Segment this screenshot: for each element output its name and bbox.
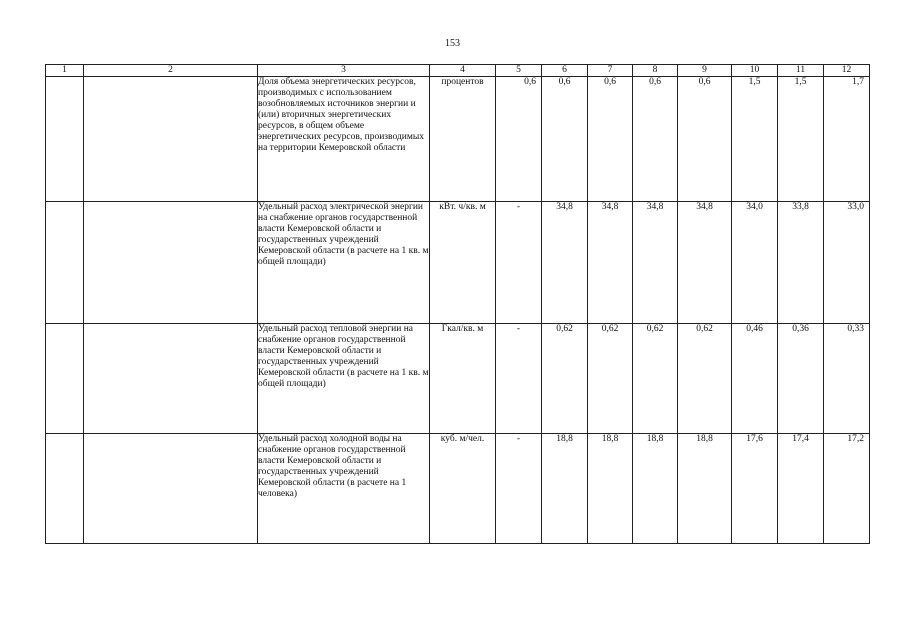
value-cell: 18,8: [678, 434, 732, 544]
value-cell: -: [496, 434, 542, 544]
table-row: [46, 77, 870, 202]
value-cell: 0,6: [496, 77, 542, 202]
indicators-table: [45, 64, 870, 544]
value-cell: -: [496, 324, 542, 434]
value-cell: 1,5: [778, 77, 824, 202]
value-cell: 17,6: [732, 434, 778, 544]
column-header: 1: [46, 65, 84, 77]
value-cell: 0,46: [732, 324, 778, 434]
page-number: 153: [445, 38, 460, 49]
value-cell: 18,8: [588, 434, 633, 544]
program-cell: [84, 434, 258, 544]
value-cell: 0,6: [542, 77, 588, 202]
value-cell: 1,5: [732, 77, 778, 202]
table-row: [46, 202, 870, 324]
indicator-cell: Удельный расход тепловой энергии на снабжение органов государственной власти Кемеровской области и государственных учреждений Кемеровской области (в расчете на 1 кв. м общей площади): [258, 324, 430, 434]
unit-cell: Гкал/кв. м: [430, 324, 496, 434]
value-cell: 1,7: [824, 77, 870, 202]
value-cell: 33,0: [824, 202, 870, 324]
value-cell: 34,8: [542, 202, 588, 324]
column-header: 8: [633, 65, 678, 77]
value-cell: 0,62: [678, 324, 732, 434]
table-row: [46, 324, 870, 434]
column-number-row: [46, 65, 870, 77]
program-cell: [84, 324, 258, 434]
column-header: 12: [824, 65, 870, 77]
unit-cell: процентов: [430, 77, 496, 202]
column-header: 10: [732, 65, 778, 77]
value-cell: 17,4: [778, 434, 824, 544]
value-cell: -: [496, 202, 542, 324]
value-cell: 17,2: [824, 434, 870, 544]
column-header: 9: [678, 65, 732, 77]
value-cell: 34,8: [588, 202, 633, 324]
indicator-cell: Удельный расход электрической энергии на снабжение органов государственной власти Кемеровской области и государственных учреждений Кемеровской области (в расчете на 1 кв. м общей площади): [258, 202, 430, 324]
column-header: 5: [496, 65, 542, 77]
column-header: 7: [588, 65, 633, 77]
unit-cell: кВт. ч/кв. м: [430, 202, 496, 324]
value-cell: 0,62: [542, 324, 588, 434]
unit-cell: куб. м/чел.: [430, 434, 496, 544]
column-header: 6: [542, 65, 588, 77]
program-cell: [84, 202, 258, 324]
column-header: 11: [778, 65, 824, 77]
column-header: 4: [430, 65, 496, 77]
value-cell: 34,0: [732, 202, 778, 324]
value-cell: 34,8: [678, 202, 732, 324]
value-cell: 33,8: [778, 202, 824, 324]
row-number-cell: [46, 77, 84, 202]
program-cell: [84, 77, 258, 202]
column-header: 2: [84, 65, 258, 77]
value-cell: 0,33: [824, 324, 870, 434]
table-row: [46, 434, 870, 544]
value-cell: 0,62: [633, 324, 678, 434]
column-header: 3: [258, 65, 430, 77]
value-cell: 18,8: [633, 434, 678, 544]
value-cell: 34,8: [633, 202, 678, 324]
row-number-cell: [46, 324, 84, 434]
indicator-cell: Удельный расход холодной воды на снабжение органов государственной власти Кемеровской области и государственных учреждений Кемеровской области (в расчете на 1 человека): [258, 434, 430, 544]
value-cell: 18,8: [542, 434, 588, 544]
value-cell: 0,6: [588, 77, 633, 202]
value-cell: 0,62: [588, 324, 633, 434]
row-number-cell: [46, 434, 84, 544]
value-cell: 0,6: [633, 77, 678, 202]
indicator-cell: Доля объема энергетических ресурсов, производимых с использованием возобновляемых источников энергии и (или) вторичных энергетических ресурсов, в общем объеме энергетических ресурсов, производимых на территории Кемеровской области: [258, 77, 430, 202]
row-number-cell: [46, 202, 84, 324]
value-cell: 0,6: [678, 77, 732, 202]
value-cell: 0,36: [778, 324, 824, 434]
